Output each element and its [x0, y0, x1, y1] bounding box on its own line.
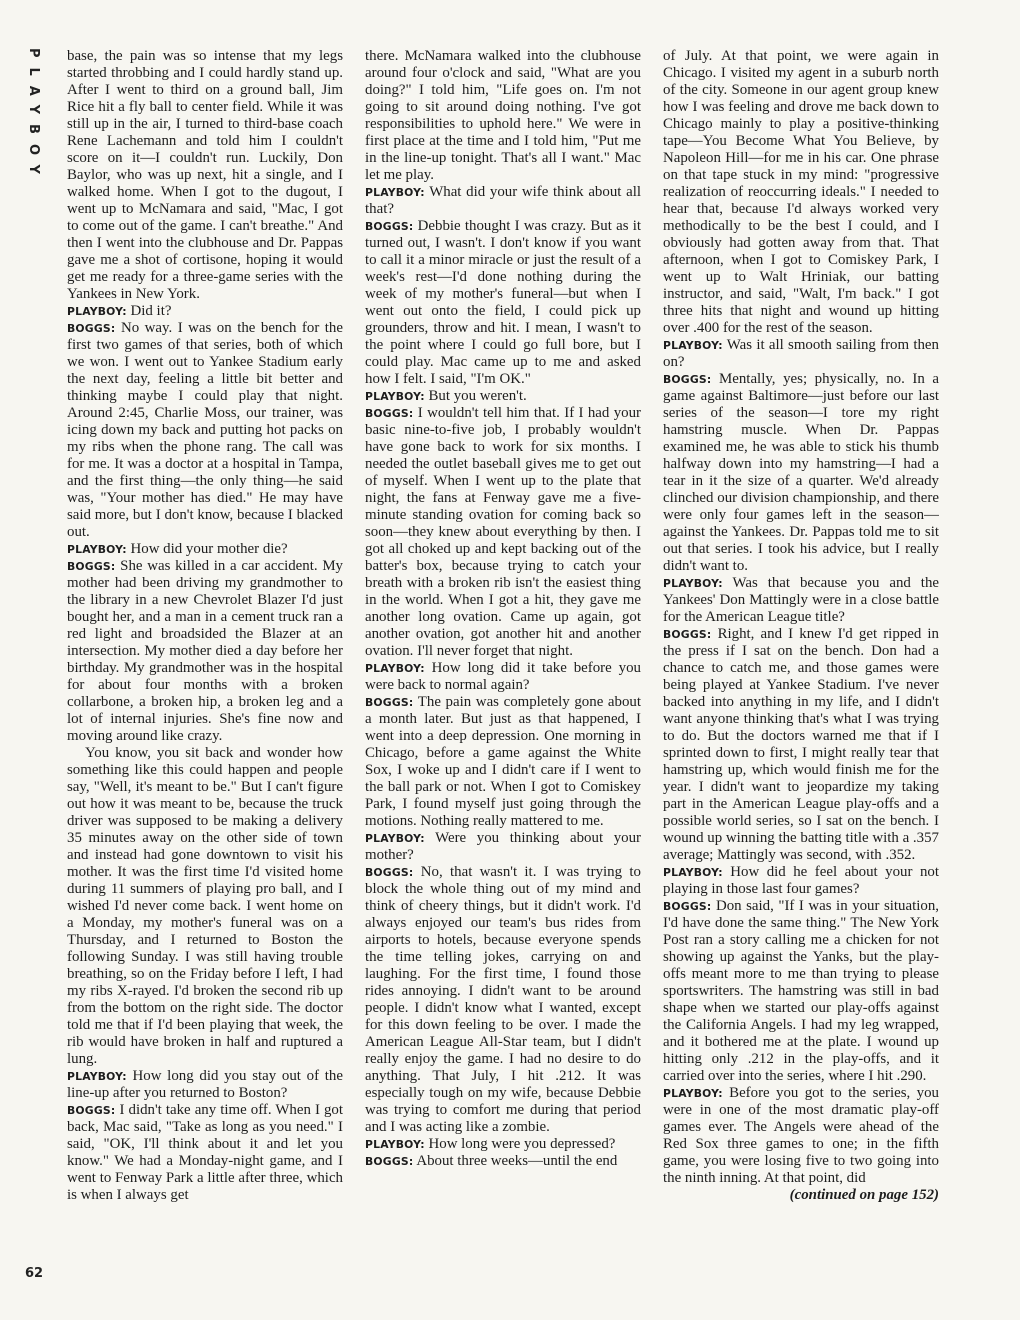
paragraph: [663, 48, 939, 337]
paragraph-text: What did your wife think about all that?: [365, 184, 641, 217]
speaker-label: BOGGS:: [365, 696, 414, 709]
paragraph: [365, 830, 641, 864]
paragraph: [67, 541, 343, 558]
speaker-label: PLAYBOY:: [365, 1138, 425, 1151]
paragraph-text: I wouldn't tell him that. If I had your basic nine-to-five job, I probably wouldn't have gone back to work for six months. I needed the outlet baseball gives me to get out of myself. When I went up to the plate that night, the fans at Fenway gave me a five-minute standing ovation for coming back so soon—they knew about everything by then. I got all choked up and kept backing out of the batter's box, because trying to catch your breath with a broken rib isn't the easiest thing in the world. When I got a hit, they gave me another long ovation. Came up again, got another ovation, got another hit and another ovation. I'll never forget that night.: [365, 405, 641, 659]
speaker-label: BOGGS:: [663, 900, 712, 913]
paragraph-text: Was it all smooth sailing from then on?: [663, 337, 939, 370]
paragraph-text: She was killed in a car accident. My mother had been driving my grandmother to the library in a new Chevrolet Blazer I'd just bought her, and a man in a cement truck ran a red light and broadsided the Blazer at an intersection. My mother died a day before her birthday. My grandmother was in the hospital for about four months with a broken collarbone, a broken hip, a broken leg and a lot of internal injuries. She's fine now and moving around like crazy.: [67, 558, 343, 744]
speaker-label: BOGGS:: [67, 560, 116, 573]
paragraph: [67, 48, 343, 303]
paragraph: [365, 48, 641, 184]
paragraph: [663, 575, 939, 626]
paragraph: [67, 303, 343, 320]
paragraph: [365, 864, 641, 1136]
paragraph-text: there. McNamara walked into the clubhouse around four o'clock and said, "What are you doing?" I told him, "Life goes on. I'm not going to sit around doing nothing. I've got responsibilities to uphold here." We were in first place at the time and I told him, "Put me in the line-up tonight. That's all I want." Mac let me play.: [365, 48, 641, 183]
speaker-label: PLAYBOY:: [67, 305, 127, 318]
paragraph: [365, 405, 641, 660]
speaker-label: PLAYBOY:: [365, 390, 425, 403]
paragraph: [663, 371, 939, 575]
speaker-label: PLAYBOY:: [663, 1087, 723, 1100]
speaker-label: PLAYBOY:: [663, 577, 723, 590]
paragraph-text: But you weren't.: [428, 388, 527, 404]
continued-note: (continued on page 152): [789, 1187, 939, 1203]
paragraph: [67, 558, 343, 745]
paragraph: [67, 745, 343, 1068]
speaker-label: PLAYBOY:: [365, 662, 425, 675]
brand-vertical-label: PLAYBOY: [26, 48, 41, 184]
paragraph: [365, 694, 641, 830]
speaker-label: BOGGS:: [663, 373, 712, 386]
speaker-label: BOGGS:: [67, 322, 116, 335]
paragraph-text: The pain was completely gone about a month later. But just as that happened, I went into a deep depression. One morning in Chicago, before a game against the White Sox, I woke up and I didn't care if I went to the ball park or not. When I got to Comiskey Park, I found myself just going through the motions. Nothing really mattered to me.: [365, 694, 641, 829]
speaker-label: BOGGS:: [365, 220, 414, 233]
paragraph-text: I didn't take any time off. When I got back, Mac said, "Take as long as you need." I said, "OK, I'll think about it and let you know." We had a Monday-night game, and I went to Fenway Park a little after three, which is when I always get: [67, 1102, 343, 1203]
paragraph-text: Debbie thought I was crazy. But as it turned out, I wasn't. I don't know if you want to call it a minor miracle or just the result of a week's rest—I'd done nothing during the week of my mother's funeral—but when I went out onto the field, I could pick up grounders, throw and hit. I mean, I wasn't to the point where I could go full bore, but I could play. Mac came up to me and asked how I felt. I said, "I'm OK.": [365, 218, 641, 387]
paragraph-text: How did he feel about your not playing in those last four games?: [663, 864, 939, 897]
paragraph-text: of July. At that point, we were again in Chicago. I visited my agent in a suburb north of the city. Someone in our agent group knew how I was feeling and drove me back down to Chicago mainly to play a positive-thinking tape—You Become What You Believe, by Napoleon Hill—for me in his car. One phrase on that tape stuck in my mind: "progressive realization of reoccurring ideals." I needed to hear that, because I'd always worked very methodically to be the best I could, and I obviously had gotten away from that. That afternoon, when I got to Comiskey Park, I went up to Walt Hriniak, our batting instructor, and said, "Walt, I'm back." I got three hits that night and wound up hitting over .400 for the rest of the season.: [663, 48, 939, 336]
speaker-label: PLAYBOY:: [663, 866, 723, 879]
speaker-label: BOGGS:: [365, 1155, 414, 1168]
speaker-label: BOGGS:: [365, 866, 414, 879]
paragraph: [365, 184, 641, 218]
text-column-2: [365, 48, 641, 1288]
paragraph: [67, 1068, 343, 1102]
paragraph-text: How long did it take before you were back to normal again?: [365, 660, 641, 693]
paragraph-text: You know, you sit back and wonder how something like this could happen and people say, "Well, it's meant to be." But I can't figure out how it was meant to be, because the truck driver was supposed to be making a delivery 35 minutes away on the other side of town and instead had gone downtown to visit his mother. It was the first time I'd visited home during 11 summers of playing pro ball, and I wished I'd never come back. I went home on a Monday, my mother's funeral was on a Thursday, and I returned to Boston the following Sunday. I was still having trouble breathing, so on the Friday before I left, I had my ribs X-rayed. I'd broken the second rib up from the bottom on the right side. The doctor told me that if I'd been playing that week, the rib would have broken in half and ruptured a lung.: [67, 745, 343, 1067]
paragraph: [663, 626, 939, 864]
speaker-label: PLAYBOY:: [365, 186, 425, 199]
paragraph-text: base, the pain was so intense that my legs started throbbing and I could hardly stand up. After I went to third on a ground ball, Jim Rice hit a fly ball to center field. While it was still up in the air, I turned to third-base coach Rene Lachemann and told him I couldn't score on it—I couldn't run. Luckily, Don Baylor, who was up next, hit a single, and I walked home. When I got to the dugout, I went up to McNamara and said, "Mac, I got to come out of the game. I can't breathe." And then I went into the clubhouse and Dr. Pappas gave me a shot of cortisone, hoping it would get me ready for a three-game series with the Yankees in New York.: [67, 48, 343, 302]
speaker-label: BOGGS:: [663, 628, 712, 641]
paragraph-text: How long were you depressed?: [428, 1136, 616, 1152]
paragraph: [663, 864, 939, 898]
speaker-label: PLAYBOY:: [67, 543, 127, 556]
text-column-1: [67, 48, 343, 1288]
paragraph: [365, 388, 641, 405]
paragraph: [365, 1153, 641, 1170]
page-number: 62: [25, 1266, 44, 1281]
paragraph-text: Right, and I knew I'd get ripped in the press if I sat on the bench. Don had a chance to catch me, and those games were being played at Yankee Stadium. I've never backed into anything in my life, and I didn't want anyone thinking that's what I was trying to do. But the doctors warned me that if I sprinted down to first, I might really tear that hamstring up, which would finish me for the year. I didn't want to jeopardize my taking part in the American League play-offs and a possible world series, so I sat on the bench. I wound up winning the batting title with a .357 average; Mattingly was second, with .352.: [663, 626, 939, 863]
paragraph-text: Were you thinking about your mother?: [365, 830, 641, 863]
paragraph: [67, 320, 343, 541]
speaker-label: PLAYBOY:: [67, 1070, 127, 1083]
paragraph-text: How did your mother die?: [130, 541, 288, 557]
paragraph: [663, 337, 939, 371]
paragraph-text: How long did you stay out of the line-up after you returned to Boston?: [67, 1068, 343, 1101]
speaker-label: PLAYBOY:: [663, 339, 723, 352]
paragraph-text: No way. I was on the bench for the first two games of that series, both of which we won. I went out to Yankee Stadium early the next day, feeling a little bit better and thinking maybe I could play that night. Around 2:45, Charlie Moss, our trainer, was icing down my back and putting hot packs on my ribs when the phone rang. The call was for me. It was a doctor at a hospital in Tampa, and the first thing—the only thing—he said was, "Your mother has died." He may have said more, but I don't know, because I blacked out.: [67, 320, 343, 540]
paragraph-text: Mentally, yes; physically, no. In a game against Baltimore—just before our last series of the season—I tore my right hamstring muscle. When Dr. Pappas examined me, he was able to stick his thumb halfway down into my hamstring—I had a tear in it the size of a quarter. We'd already clinched our division championship, and there were only four games left in the season—against the Yankees. Dr. Pappas told me to sit out that series. I took his advice, but I really didn't want to.: [663, 371, 939, 574]
speaker-label: BOGGS:: [365, 407, 414, 420]
paragraph-text: Before you got to the series, you were in one of the most dramatic play-off games ever. The Angels were ahead of the Red Sox three games to one; in the fifth game, you were losing five to two going into the ninth inning. At that point, did: [663, 1085, 939, 1186]
paragraph: [365, 660, 641, 694]
paragraph-text: Don said, "If I was in your situation, I'd have done the same thing." The New York Post ran a story calling me a chicken for not showing up against the Yanks, but the play-offs meant more to me than trying to please sportswriters. The hamstring was still in bad shape when we started our play-offs against the California Angels. I had my leg wrapped, and it bothered me at the plate. I wound up hitting only .212 in the play-offs, and it carried over into the series, where I hit .290.: [663, 898, 939, 1084]
paragraph: [365, 1136, 641, 1153]
speaker-label: PLAYBOY:: [365, 832, 425, 845]
text-column-3: [663, 48, 939, 1288]
paragraph-text: No, that wasn't it. I was trying to block the whole thing out of my mind and think of cheery things, but it didn't work. I'd always enjoyed our team's bus rides from airports to hotels, because everyone spends the time telling jokes, carrying on and laughing. For the first time, I found those rides annoying. I didn't want to be around people. I didn't know what I wanted, except for this down feeling to be over. I made the American League All-Star team, but I didn't really enjoy the game. I had no desire to do anything. That July, I hit .212. It was especially tough on my wife, because Debbie was trying to comfort me during that period and I was acting like a zombie.: [365, 864, 641, 1135]
paragraph-text: Did it?: [130, 303, 172, 319]
paragraph-text: Was that because you and the Yankees' Don Mattingly were in a close battle for the American League title?: [663, 575, 939, 625]
paragraph-text: About three weeks—until the end: [416, 1153, 618, 1169]
article-columns: [67, 48, 939, 1288]
paragraph: [67, 1102, 343, 1204]
speaker-label: BOGGS:: [67, 1104, 116, 1117]
paragraph: [663, 898, 939, 1085]
paragraph: [663, 1085, 939, 1187]
paragraph: [365, 218, 641, 388]
